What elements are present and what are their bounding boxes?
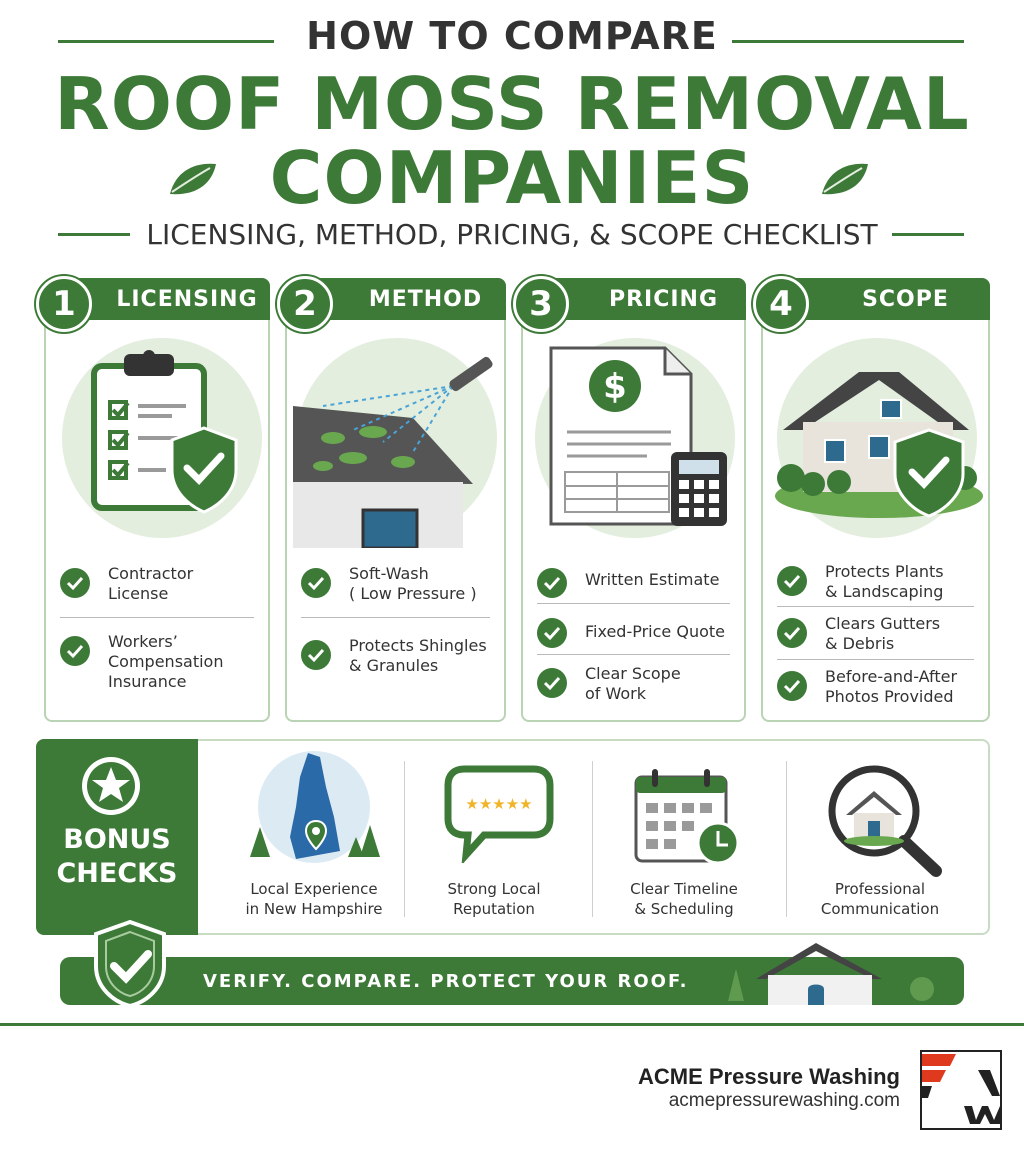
- checklist-item: [777, 562, 974, 606]
- divider: [592, 761, 593, 917]
- magnifier-house-icon: [824, 761, 944, 877]
- checklist-item: [777, 614, 974, 658]
- checklist-item: [537, 614, 730, 648]
- step-number-badge: 3: [513, 276, 569, 332]
- divider: [777, 659, 974, 660]
- check-icon: [537, 568, 567, 598]
- slogan-banner: [60, 957, 964, 1005]
- review-bubble-icon: [444, 763, 554, 863]
- checklist-item: [60, 632, 254, 696]
- divider: [60, 617, 254, 618]
- step-number-badge: 2: [277, 276, 333, 332]
- calendar-icon: [632, 765, 742, 869]
- header-title-line1: ROOF MOSS REMOVAL: [54, 62, 970, 146]
- brand-logo: [920, 1050, 1002, 1130]
- check-icon: [60, 636, 90, 666]
- step-number-badge: 1: [36, 276, 92, 332]
- checklist-item-label: Protects Plants & Landscaping: [825, 562, 944, 601]
- card-title: PRICING: [608, 287, 719, 312]
- shield-check-icon: [94, 920, 166, 1008]
- bonus-header: [36, 739, 198, 935]
- check-icon: [537, 618, 567, 648]
- brand-block: [638, 1064, 900, 1112]
- bonus-checks-panel: [36, 739, 990, 935]
- card-licensing: [44, 278, 270, 722]
- check-icon: [777, 671, 807, 701]
- checklist-item: [777, 667, 974, 711]
- check-icon: [777, 566, 807, 596]
- checklist-item: [301, 564, 490, 608]
- check-icon: [301, 640, 331, 670]
- check-icon: [537, 668, 567, 698]
- leaf-icon: [166, 160, 220, 200]
- bonus-item-label: Professional Communication: [820, 880, 940, 918]
- card-title: METHOD: [368, 287, 483, 312]
- bonus-item-label: Strong Local Reputation: [447, 880, 541, 918]
- invoice-calculator-icon: [547, 344, 737, 534]
- footer-rule: [0, 1023, 1024, 1026]
- card-pricing: [521, 278, 746, 722]
- bonus-item: [792, 741, 968, 937]
- bonus-item: [410, 741, 578, 937]
- checklist-item: [537, 664, 730, 708]
- checklist-item: [60, 564, 254, 608]
- map-pin-icon: [230, 747, 398, 875]
- roof-spray-icon: [293, 342, 505, 548]
- checklist-item-label: Clears Gutters & Debris: [825, 614, 941, 653]
- brand-url[interactable]: acmepressurewashing.com: [668, 1090, 900, 1111]
- check-icon: [301, 568, 331, 598]
- card-scope: [761, 278, 990, 722]
- divider: [404, 761, 405, 917]
- checklist-item-label: Fixed-Price Quote: [585, 622, 725, 641]
- bonus-item-label: Clear Timeline & Scheduling: [630, 880, 738, 918]
- banner-text: VERIFY. COMPARE. PROTECT YOUR ROOF.: [203, 971, 689, 992]
- card-title: LICENSING: [116, 287, 258, 312]
- leaf-icon: [818, 160, 872, 200]
- svg-text:$: $: [603, 367, 627, 407]
- brand-name: ACME Pressure Washing: [637, 1064, 900, 1089]
- header-title-line2: COMPANIES: [269, 136, 755, 220]
- header-kicker: HOW TO COMPARE: [306, 14, 718, 58]
- divider: [301, 617, 490, 618]
- house-trees-icon: [696, 939, 964, 1005]
- card-title: SCOPE: [862, 287, 949, 312]
- checklist-item-label: Contractor License: [108, 564, 194, 603]
- step-number-badge: 4: [753, 276, 809, 332]
- bonus-item: [596, 741, 772, 937]
- checklist-item-label: Workers’ Compensation Insurance: [108, 632, 224, 691]
- bonus-title: BONUS CHECKS: [56, 824, 178, 889]
- checklist-item-label: Written Estimate: [585, 570, 720, 589]
- house-shield-icon: [769, 366, 985, 526]
- divider: [537, 654, 730, 655]
- check-icon: [60, 568, 90, 598]
- bonus-item: [224, 741, 404, 937]
- star-badge-icon: [80, 755, 142, 817]
- checklist-item: [537, 564, 730, 598]
- checklist-item-label: Protects Shingles & Granules: [349, 636, 487, 675]
- card-method: [285, 278, 506, 722]
- divider: [777, 606, 974, 607]
- bonus-item-label: Local Experience in New Hampshire: [245, 880, 383, 918]
- checklist-item-label: Soft-Wash ( Low Pressure ): [349, 564, 477, 603]
- checklist-item: [301, 636, 490, 680]
- clipboard-shield-icon: [86, 346, 256, 516]
- checklist-item-label: Before-and-After Photos Provided: [825, 667, 958, 706]
- header-subtitle: LICENSING, METHOD, PRICING, & SCOPE CHECKLIST: [146, 218, 878, 251]
- divider: [786, 761, 787, 917]
- svg-text:★★★★★: ★★★★★: [465, 795, 533, 813]
- checklist-item-label: Clear Scope of Work: [585, 664, 681, 703]
- divider: [537, 603, 730, 604]
- check-icon: [777, 618, 807, 648]
